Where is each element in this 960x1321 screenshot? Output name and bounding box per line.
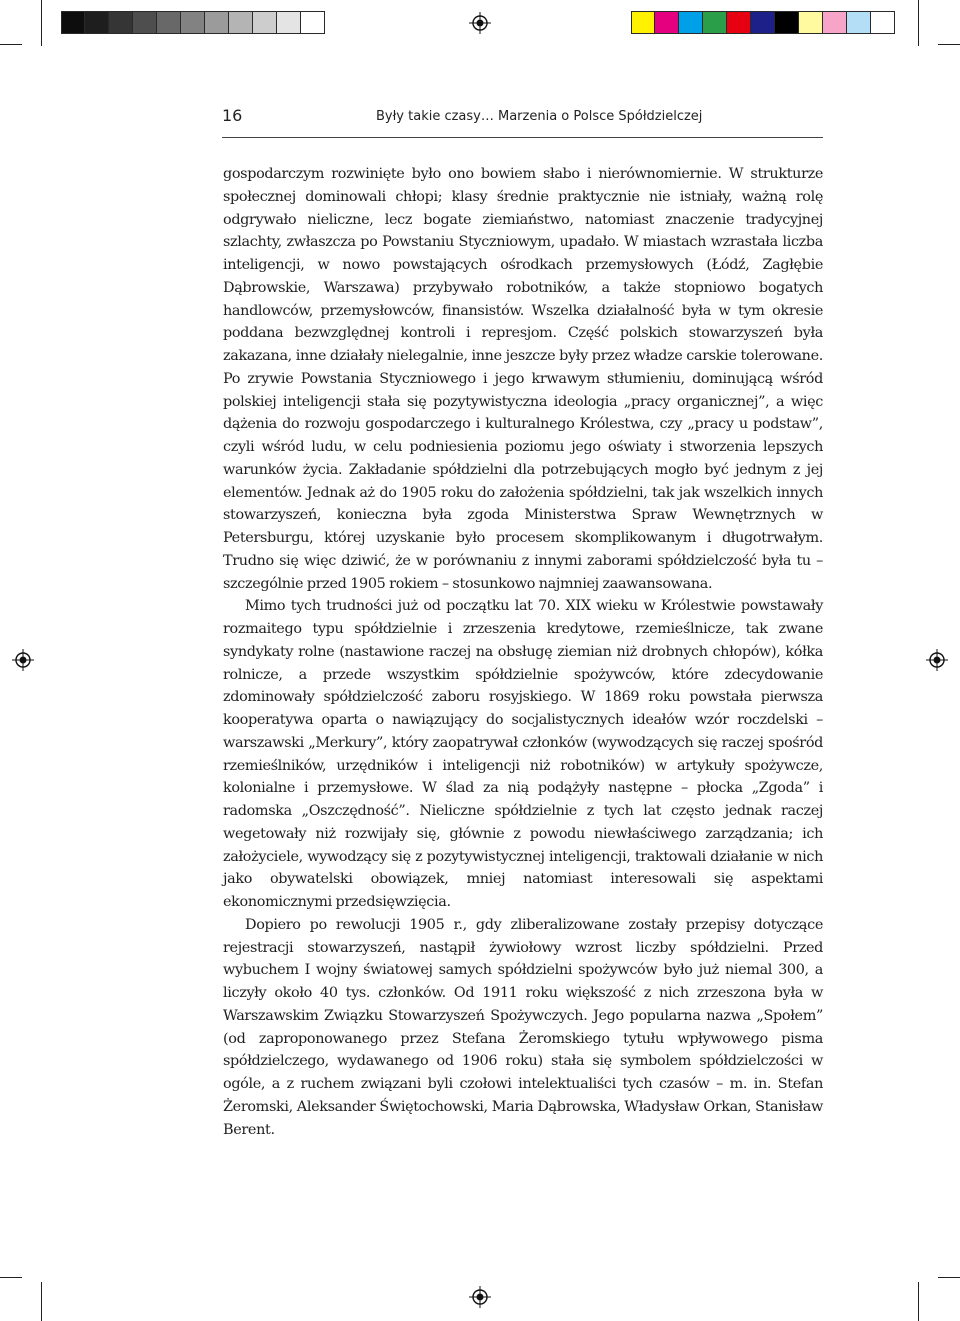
grayscale-calibration-bar: [61, 11, 325, 34]
gray-swatch: [61, 11, 85, 34]
gray-swatch: [229, 11, 253, 34]
gray-swatch: [253, 11, 277, 34]
crop-mark-top-left-h: [0, 44, 22, 45]
color-swatch: [751, 11, 775, 34]
gray-swatch: [301, 11, 325, 34]
crop-mark-bottom-right-h: [938, 1277, 960, 1278]
registration-mark-left-icon: [12, 649, 34, 671]
gray-swatch: [205, 11, 229, 34]
color-swatch: [775, 11, 799, 34]
crop-mark-top-left: [41, 0, 42, 46]
color-swatch: [703, 11, 727, 34]
crop-mark-bottom-left-h: [0, 1277, 22, 1278]
gray-swatch: [133, 11, 157, 34]
color-swatch: [823, 11, 847, 34]
color-swatch: [655, 11, 679, 34]
color-swatch: [799, 11, 823, 34]
gray-swatch: [277, 11, 301, 34]
crop-mark-top-right-h: [938, 44, 960, 45]
registration-mark-bottom-icon: [469, 1286, 491, 1308]
running-title: Były takie czasy… Marzenia o Polsce Spółdzielczej: [376, 109, 703, 124]
gray-swatch: [109, 11, 133, 34]
gray-swatch: [85, 11, 109, 34]
color-swatch: [871, 11, 895, 34]
header-rule: [222, 137, 823, 138]
gray-swatch: [157, 11, 181, 34]
body-text: [223, 163, 823, 1141]
color-swatch: [679, 11, 703, 34]
color-swatch: [631, 11, 655, 34]
paragraph: Dopiero po rewolucji 1905 r., gdy zliberalizowane zostały przepisy dotyczące rejestracji stowarzyszeń, nastąpił żywiołowy wzrost liczby spółdzielni. Przed wybuchem I wojny światowej samych spółdzielni spożywców było już niemal 300, a liczyły około 40 tys. członków. Od 1911 roku większość z nich zrzeszona była w Warszawskim Związku Stowarzyszeń Spożywczych. Jego popularna nazwa „Społem” (od zaproponowanego przez Stefana Żeromskiego tytułu wpływowego pisma spółdzielczego, wydawanego od 1906 roku) stała się symbolem spółdzielczości w ogóle, a z ruchem związani byli czołowi intelektualiści tych czasów – m. in. Stefan Żeromski, Aleksander Świętochowski, Maria Dąbrowska, Władysław Orkan, Stanisław Berent.: [223, 916, 823, 1138]
page-number: 16: [222, 106, 243, 125]
color-calibration-bar: [631, 11, 895, 34]
crop-mark-bottom-right: [918, 1282, 919, 1321]
crop-mark-bottom-left: [41, 1282, 42, 1321]
paragraph: Mimo tych trudności już od początku lat 70. XIX wieku w Królestwie powstawały rozmaitego typu spółdzielnie i zrzeszenia kredytowe, rzemieślnicze, tak zwane syndykaty rolne (nastawione raczej na obsługę ziemian niż drobnych chłopów), kółka rolnicze, a przede wszystkim spółdzielnie spożywców, które zdecydowanie zdominowały spółdzielczość zaboru rosyjskiego. W 1869 roku powstała pierwsza kooperatywa oparta o nawiązujący do socjalistycznych ideałów wzór roczdelski – warszawski „Merkury”, który zaopatrywał członków (wywodzących się raczej spośród rzemieślników, urzędników i inteligencji niż robotników) w artykuły spożywcze, kolonialne i przemysłowe. W ślad za nią podążyły następne – płocka „Zgoda” i radomska „Oszczędność”. Nieliczne spółdzielnie z tych lat często jednak raczej wegetowały niż rozwijały się, głównie z powodu niewłaściwego zarządzania; ich założyciele, wywodzący się z pozytywistycznej inteligencji, traktowali działanie w nich jako obywatelski obowiązek, mniej natomiast interesowali się aspektami ekonomicznymi przedsięwzięcia.: [223, 598, 823, 910]
crop-mark-top-right: [918, 0, 919, 46]
registration-mark-top-icon: [469, 12, 491, 34]
color-swatch: [847, 11, 871, 34]
registration-mark-right-icon: [926, 649, 948, 671]
paragraph: gospodarczym rozwinięte było ono bowiem słabo i nierównomiernie. W strukturze społecznej dominowali chłopi; klasy średnie praktycznie nie istniały, ważną rolę odgrywało nieliczne, lecz bogate ziemiaństwo, natomiast znaczenie tradycyjnej szlachty, zwłaszcza po Powstaniu Styczniowym, upadało. W miastach wzrastała liczba inteligencji, w nowo powstających ośrodkach przemysłowych (Łódź, Zagłębie Dąbrowskie, Warszawa) przybywało robotników, a także stopniowo bogatych handlowców, przemysłowców, finansistów. Wszelka działalność była w tym okresie poddana bezwzględnej kontroli i represjom. Część polskich stowarzyszeń była zakazana, inne działały nielegalnie, inne jeszcze były przez władze carskie tolerowane. Po zrywie Powstania Styczniowego i jego krwawym stłumieniu, dominującą wśród polskiej inteligencji stała się pozytywistyczna ideologia „pracy organicznej”, a więc dążenia do rozwoju gospodarczego i kulturalnego Królestwa, czy „pracy u podstaw”, czyli wśród ludu, w celu podniesienia poziomu jego oświaty i stworzenia lepszych warunków życia. Zakładanie spółdzielni dla potrzebujących mogło być jednym z jej elementów. Jednak aż do 1905 roku do założenia spółdzielni, tak jak wszelkich innych stowarzyszeń, konieczna była zgoda Ministerstwa Spraw Wewnętrznych w Petersburgu, której uzyskanie było procesem skomplikowanym i długotrwałym. Trudno się więc dziwić, że w porównaniu z innymi zaborami spółdzielczość była tu – szczególnie przed 1905 rokiem – stosunkowo najmniej zaawansowana.: [223, 166, 823, 592]
gray-swatch: [181, 11, 205, 34]
color-swatch: [727, 11, 751, 34]
